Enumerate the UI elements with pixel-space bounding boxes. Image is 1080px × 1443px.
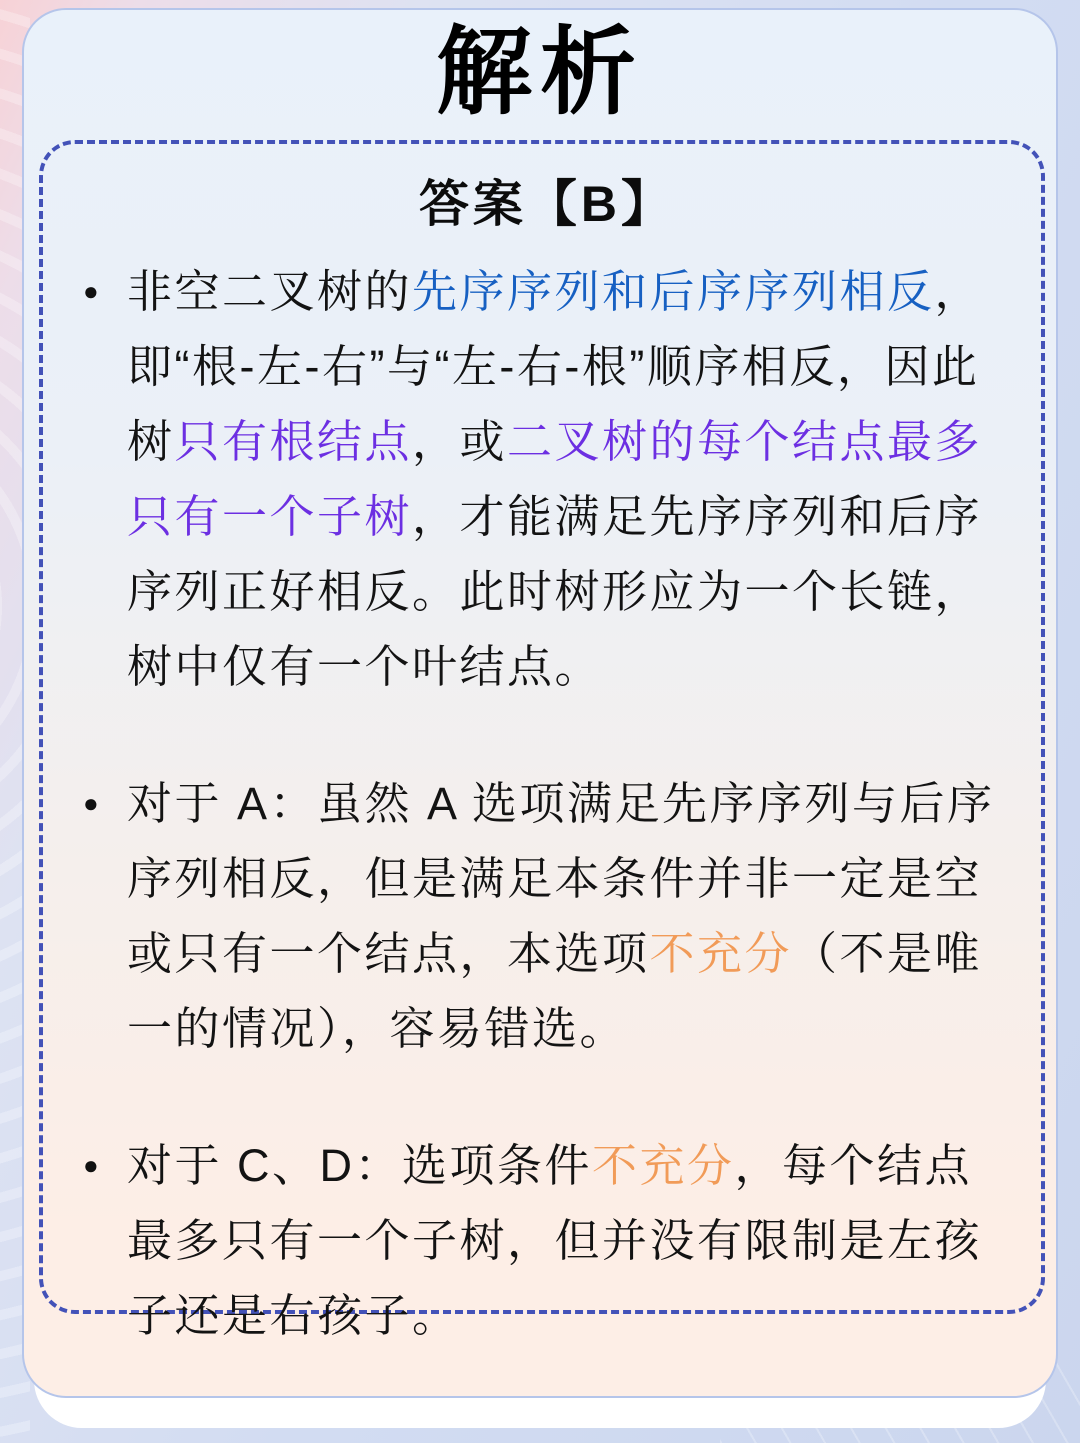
list-item bbox=[83, 766, 1011, 1066]
text-segment-default: （不是唯一的情况），容易错选。 bbox=[127, 928, 983, 1054]
text-segment-purple: 二叉树的每个结点最多只有一个子树 bbox=[127, 416, 983, 542]
answer-label: 答案【B】 bbox=[418, 176, 676, 232]
list-item bbox=[83, 1128, 1011, 1353]
bullet-icon: ● bbox=[83, 1150, 99, 1180]
text-segment-purple: 只有根结点 bbox=[174, 416, 413, 467]
text-segment-blue: 先序序列和后序序列相反 bbox=[412, 266, 935, 317]
text-segment-default: ，才能满足先序序列和后序序列正好相反。此时树形应为一个长链，树中仅有一个叶结点。 bbox=[127, 491, 983, 692]
bullet-text bbox=[127, 254, 1011, 704]
text-segment-default: ，每个结点最多只有一个子树，但并没有限制是左孩子还是右孩子。 bbox=[127, 1140, 983, 1341]
text-segment-default: 对于 A：虽然 A 选项满足先序序列与后序序列相反，但是满足本条件并非一定是空或只有一个结点，本选项 bbox=[127, 778, 995, 979]
bullet-text bbox=[127, 1128, 1011, 1353]
list-item bbox=[83, 254, 1011, 704]
explanation-list bbox=[83, 254, 1011, 1353]
page-title: 解析 bbox=[436, 19, 644, 126]
bullet-icon: ● bbox=[83, 788, 99, 818]
text-segment-default: 非空二叉树的 bbox=[127, 266, 413, 317]
text-segment-default: ，或 bbox=[412, 416, 508, 467]
bullet-icon: ● bbox=[83, 276, 99, 306]
text-segment-orange: 不充分 bbox=[649, 928, 793, 979]
explanation-card bbox=[22, 8, 1058, 1398]
answer-panel bbox=[39, 140, 1045, 1341]
text-segment-default: ，即“根-左-右”与“左-右-根”顺序相反，因此树 bbox=[127, 266, 983, 467]
text-segment-default: 对于 C、D：选项条件 bbox=[127, 1140, 592, 1191]
bullet-text bbox=[127, 766, 1011, 1066]
text-segment-orange: 不充分 bbox=[592, 1140, 735, 1191]
